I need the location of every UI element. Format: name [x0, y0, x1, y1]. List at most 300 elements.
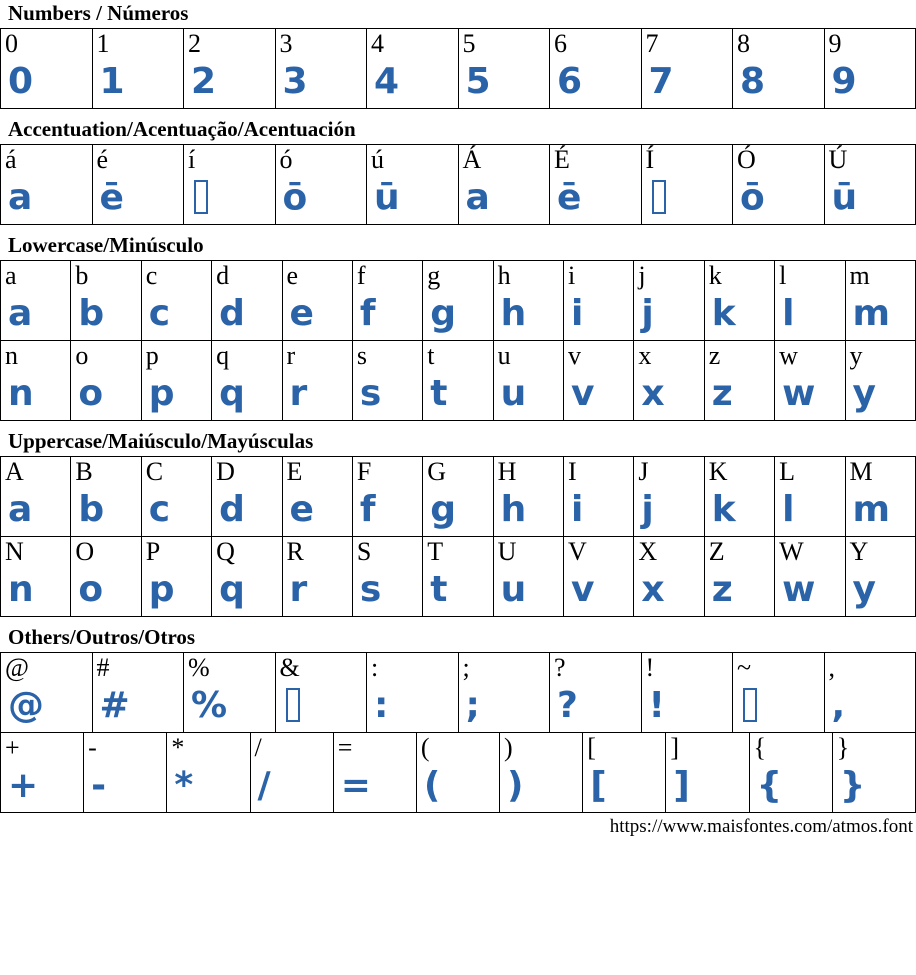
- atmos-font-glyph: z: [711, 373, 732, 415]
- atmos-font-glyph: *: [174, 765, 193, 807]
- atmos-font-glyph: e: [289, 489, 313, 531]
- character-label: z: [708, 341, 721, 371]
- atmos-font-glyph: ;: [465, 685, 479, 727]
- atmos-font-glyph: ]: [673, 765, 689, 807]
- atmos-font-glyph: f: [359, 489, 375, 531]
- character-label: E: [286, 457, 303, 487]
- atmos-font-glyph: p: [148, 373, 174, 415]
- character-label: :: [371, 653, 379, 683]
- glyph-cell: [1, 653, 93, 733]
- atmos-font-glyph: m: [852, 489, 890, 531]
- character-label: 1: [96, 29, 110, 59]
- glyph-cell: [824, 653, 916, 733]
- character-label: [: [587, 733, 596, 763]
- glyph-cell: [71, 457, 141, 537]
- glyph-cell: [1, 29, 93, 109]
- glyph-cell: [167, 733, 250, 813]
- atmos-font-glyph: 5: [465, 61, 490, 103]
- atmos-font-glyph: !: [648, 685, 664, 727]
- atmos-font-glyph: w: [782, 373, 815, 415]
- glyph-cell: [275, 29, 367, 109]
- character-label: +: [5, 733, 20, 763]
- section-numbers: [0, 2, 916, 109]
- atmos-font-glyph: z: [711, 569, 732, 611]
- character-label: l: [779, 261, 787, 291]
- atmos-font-glyph: d: [219, 489, 244, 531]
- glyph-cell: [733, 29, 825, 109]
- atmos-font-glyph: q: [219, 373, 244, 415]
- character-label: (: [420, 733, 430, 763]
- character-label: ú: [371, 145, 384, 175]
- character-label: T: [427, 537, 444, 567]
- atmos-font-glyph: 7: [648, 61, 673, 103]
- character-label: ]: [670, 733, 680, 763]
- glyph-cell: [1, 341, 71, 421]
- glyph-table-row: [0, 340, 916, 421]
- glyph-cell: [1, 145, 93, 225]
- glyph-grid-lowercase: [0, 260, 916, 421]
- missing-glyph-notdef-box: [743, 688, 757, 722]
- character-label: é: [96, 145, 109, 175]
- glyph-cell: [275, 145, 367, 225]
- atmos-font-glyph: i: [571, 293, 583, 335]
- character-label: S: [356, 537, 372, 567]
- character-label: =: [337, 733, 353, 763]
- atmos-font-glyph: j: [641, 293, 653, 335]
- atmos-font-glyph: a: [8, 177, 32, 219]
- atmos-font-glyph: 4: [374, 61, 399, 103]
- character-label: }: [836, 733, 850, 763]
- atmos-font-glyph: s: [359, 569, 381, 611]
- glyph-cell: [704, 457, 774, 537]
- section-title-accentuation: Accentuation/Acentuação/Acentuación: [8, 117, 356, 142]
- character-label: M: [849, 457, 873, 487]
- character-label: O: [75, 537, 95, 567]
- atmos-font-glyph: w: [782, 569, 815, 611]
- atmos-font-glyph: n: [8, 373, 33, 415]
- glyph-cell: [92, 145, 184, 225]
- atmos-font-glyph: y: [852, 373, 875, 415]
- character-label: W: [779, 537, 804, 567]
- character-label: i: [568, 261, 576, 291]
- character-label: K: [708, 457, 728, 487]
- glyph-cell: [775, 261, 845, 341]
- atmos-font-glyph: o: [78, 569, 103, 611]
- section-lowercase: [0, 234, 916, 421]
- glyph-cell: [423, 341, 493, 421]
- glyph-cell: [141, 537, 211, 617]
- character-label: e: [286, 261, 299, 291]
- character-label: N: [5, 537, 24, 567]
- glyph-cell: [1, 457, 71, 537]
- atmos-font-glyph: a: [8, 489, 32, 531]
- glyph-cell: [704, 537, 774, 617]
- character-label: L: [779, 457, 796, 487]
- atmos-font-glyph: x: [641, 373, 664, 415]
- character-label: ~: [737, 653, 752, 683]
- character-label: d: [216, 261, 230, 291]
- character-label: 2: [188, 29, 201, 59]
- character-label: 3: [279, 29, 293, 59]
- glyph-cell: [493, 537, 563, 617]
- atmos-font-glyph: ō: [740, 177, 764, 219]
- character-label: j: [638, 261, 646, 291]
- atmos-font-glyph: h: [500, 489, 526, 531]
- glyph-table-row: [0, 652, 916, 733]
- missing-glyph-notdef-box: [652, 180, 666, 214]
- character-label: X: [638, 537, 658, 567]
- character-label: w: [779, 341, 798, 371]
- character-label: u: [497, 341, 511, 371]
- glyph-cell: [1, 733, 84, 813]
- glyph-cell: [92, 653, 184, 733]
- atmos-font-glyph: a: [8, 293, 32, 335]
- character-label: h: [497, 261, 511, 291]
- character-label: g: [427, 261, 441, 291]
- atmos-font-glyph: 6: [557, 61, 582, 103]
- glyph-cell: [282, 341, 352, 421]
- character-label: H: [497, 457, 517, 487]
- glyph-cell: [564, 341, 634, 421]
- character-label: V: [568, 537, 587, 567]
- character-label: /: [254, 733, 262, 763]
- atmos-font-glyph: p: [148, 569, 174, 611]
- glyph-table-row: [0, 456, 916, 537]
- character-label: Ó: [737, 145, 756, 175]
- atmos-font-glyph: -: [91, 765, 106, 807]
- atmos-font-glyph: ū: [374, 177, 399, 219]
- glyph-cell: [564, 261, 634, 341]
- atmos-font-glyph: v: [571, 373, 594, 415]
- character-label: o: [75, 341, 89, 371]
- glyph-cell: [212, 341, 282, 421]
- glyph-cell: [282, 457, 352, 537]
- character-label: v: [568, 341, 581, 371]
- glyph-cell: [212, 261, 282, 341]
- character-label: Í: [645, 145, 655, 175]
- character-label: p: [145, 341, 159, 371]
- glyph-cell: [458, 29, 550, 109]
- section-title-lowercase: Lowercase/Minúsculo: [8, 233, 204, 258]
- glyph-cell: [1, 261, 71, 341]
- glyph-cell: [733, 653, 825, 733]
- glyph-cell: [493, 457, 563, 537]
- glyph-cell: [367, 145, 459, 225]
- atmos-font-glyph: t: [430, 569, 447, 611]
- glyph-cell: [416, 733, 499, 813]
- glyph-cell: [824, 145, 916, 225]
- character-label: *: [171, 733, 185, 763]
- character-label: Ú: [828, 145, 848, 175]
- atmos-font-glyph: =: [340, 765, 370, 807]
- character-label: 6: [554, 29, 567, 59]
- atmos-font-glyph: g: [430, 489, 456, 531]
- character-label: %: [188, 653, 210, 683]
- glyph-cell: [141, 261, 211, 341]
- atmos-font-glyph: c: [148, 489, 170, 531]
- atmos-font-glyph: +: [8, 765, 38, 807]
- atmos-font-glyph: k: [711, 293, 735, 335]
- section-title-numbers: Numbers / Números: [8, 1, 189, 25]
- character-label: @: [5, 653, 29, 683]
- character-label: B: [75, 457, 93, 487]
- glyph-cell: [749, 733, 832, 813]
- atmos-font-glyph: ?: [557, 685, 577, 727]
- character-label: R: [286, 537, 304, 567]
- character-label: k: [708, 261, 722, 291]
- character-label: !: [645, 653, 655, 683]
- atmos-font-glyph: x: [641, 569, 664, 611]
- glyph-cell: [641, 29, 733, 109]
- atmos-font-glyph: /: [257, 765, 270, 807]
- glyph-cell: [845, 341, 916, 421]
- atmos-font-glyph: (: [423, 765, 440, 807]
- atmos-font-glyph: l: [782, 293, 794, 335]
- atmos-font-glyph: s: [359, 373, 381, 415]
- character-label: a: [5, 261, 17, 291]
- glyph-cell: [184, 29, 276, 109]
- glyph-cell: [71, 341, 141, 421]
- glyph-cell: [458, 653, 550, 733]
- glyph-cell: [845, 261, 916, 341]
- character-label: 7: [645, 29, 659, 59]
- glyph-cell: [550, 145, 642, 225]
- atmos-font-glyph: :: [374, 685, 388, 727]
- character-label: ): [504, 733, 513, 763]
- atmos-font-glyph: i: [571, 489, 583, 531]
- glyph-cell: [282, 261, 352, 341]
- glyph-grid-numbers: [0, 28, 916, 109]
- glyph-cell: [775, 457, 845, 537]
- atmos-font-glyph: 2: [191, 61, 216, 103]
- section-title-others: Others/Outros/Otros: [8, 625, 196, 650]
- character-label: &: [279, 653, 300, 683]
- glyph-cell: [352, 457, 422, 537]
- character-label: b: [75, 261, 89, 291]
- atmos-font-glyph: %: [191, 685, 227, 727]
- character-label: ,: [828, 653, 835, 683]
- atmos-font-glyph: }: [839, 765, 865, 807]
- atmos-font-glyph: #: [99, 685, 129, 727]
- character-label: ;: [462, 653, 470, 683]
- atmos-font-glyph: u: [500, 373, 526, 415]
- glyph-cell: [493, 261, 563, 341]
- character-label: U: [497, 537, 517, 567]
- atmos-font-glyph: f: [359, 293, 375, 335]
- atmos-font-glyph: q: [219, 569, 244, 611]
- atmos-font-glyph: b: [78, 489, 104, 531]
- character-label: í: [188, 145, 196, 175]
- atmos-font-glyph: ē: [99, 177, 123, 219]
- atmos-font-glyph: 9: [831, 61, 856, 103]
- glyph-cell: [775, 537, 845, 617]
- atmos-font-glyph: y: [852, 569, 875, 611]
- atmos-font-glyph: l: [782, 489, 794, 531]
- glyph-grid-others: [0, 652, 916, 813]
- glyph-table-row: [0, 536, 916, 617]
- character-label: #: [96, 653, 110, 683]
- glyph-cell: [423, 457, 493, 537]
- character-label: á: [5, 145, 17, 175]
- glyph-cell: [704, 261, 774, 341]
- atmos-font-glyph: o: [78, 373, 103, 415]
- character-label: C: [145, 457, 164, 487]
- glyph-cell: [141, 457, 211, 537]
- atmos-font-glyph: r: [289, 373, 307, 415]
- glyph-cell: [824, 29, 916, 109]
- character-label: {: [753, 733, 767, 763]
- character-label: y: [849, 341, 863, 371]
- section-accentuation: [0, 118, 916, 225]
- character-label: ó: [279, 145, 293, 175]
- character-label: 9: [828, 29, 842, 59]
- atmos-font-glyph: u: [500, 569, 526, 611]
- character-label: r: [286, 341, 296, 371]
- footer-url: https://www.maisfontes.com/atmos.font: [609, 816, 913, 838]
- atmos-font-glyph: 8: [740, 61, 765, 103]
- glyph-cell: [71, 261, 141, 341]
- atmos-font-glyph: r: [289, 569, 307, 611]
- atmos-font-glyph: e: [289, 293, 313, 335]
- character-label: ?: [554, 653, 566, 683]
- atmos-font-glyph: 3: [282, 61, 307, 103]
- glyph-cell: [367, 653, 459, 733]
- glyph-cell: [832, 733, 915, 813]
- glyph-cell: [367, 29, 459, 109]
- glyph-cell: [212, 537, 282, 617]
- glyph-cell: [141, 341, 211, 421]
- glyph-cell: [564, 537, 634, 617]
- character-label: 8: [737, 29, 750, 59]
- character-label: D: [216, 457, 235, 487]
- character-label: f: [356, 261, 366, 291]
- glyph-cell: [666, 733, 749, 813]
- glyph-cell: [550, 653, 642, 733]
- glyph-grid-uppercase: [0, 456, 916, 617]
- glyph-cell: [1, 537, 71, 617]
- glyph-table-row: [0, 28, 916, 109]
- glyph-cell: [564, 457, 634, 537]
- glyph-table-row: [0, 260, 916, 341]
- atmos-font-glyph: h: [500, 293, 526, 335]
- atmos-font-glyph: m: [852, 293, 890, 335]
- glyph-cell: [704, 341, 774, 421]
- glyph-cell: [352, 537, 422, 617]
- character-label: q: [216, 341, 230, 371]
- atmos-font-glyph: t: [430, 373, 447, 415]
- glyph-cell: [634, 457, 704, 537]
- atmos-font-glyph: v: [571, 569, 594, 611]
- character-label: É: [554, 145, 570, 175]
- character-label: s: [356, 341, 367, 371]
- atmos-font-glyph: 0: [8, 61, 33, 103]
- character-label: I: [568, 457, 577, 487]
- glyph-cell: [733, 145, 825, 225]
- glyph-cell: [352, 341, 422, 421]
- glyph-cell: [423, 261, 493, 341]
- character-label: m: [849, 261, 870, 291]
- atmos-font-glyph: 1: [99, 61, 124, 103]
- atmos-font-glyph: ): [507, 765, 523, 807]
- atmos-font-glyph: n: [8, 569, 33, 611]
- atmos-font-glyph: ō: [282, 177, 307, 219]
- character-label: 0: [5, 29, 18, 59]
- character-label: n: [5, 341, 18, 371]
- glyph-cell: [641, 653, 733, 733]
- glyph-cell: [500, 733, 583, 813]
- atmos-font-glyph: ē: [557, 177, 581, 219]
- atmos-font-glyph: b: [78, 293, 104, 335]
- glyph-cell: [493, 341, 563, 421]
- character-label: 4: [371, 29, 384, 59]
- character-label: Q: [216, 537, 235, 567]
- character-label: c: [145, 261, 158, 291]
- glyph-table-row: [0, 732, 916, 813]
- glyph-cell: [583, 733, 666, 813]
- atmos-font-glyph: k: [711, 489, 735, 531]
- glyph-table-row: [0, 144, 916, 225]
- glyph-cell: [184, 145, 276, 225]
- glyph-cell: [634, 341, 704, 421]
- glyph-cell: [71, 537, 141, 617]
- character-label: F: [356, 457, 372, 487]
- glyph-cell: [775, 341, 845, 421]
- glyph-cell: [634, 537, 704, 617]
- section-others: [0, 626, 916, 813]
- atmos-font-glyph: ū: [831, 177, 857, 219]
- character-label: 5: [462, 29, 476, 59]
- glyph-cell: [333, 733, 416, 813]
- glyph-cell: [250, 733, 333, 813]
- atmos-font-glyph: {: [756, 765, 782, 807]
- glyph-cell: [641, 145, 733, 225]
- section-uppercase: [0, 430, 916, 617]
- glyph-grid-accentuation: [0, 144, 916, 225]
- character-label: P: [145, 537, 161, 567]
- atmos-font-glyph: j: [641, 489, 653, 531]
- atmos-font-glyph: [: [590, 765, 606, 807]
- character-label: Y: [849, 537, 869, 567]
- atmos-font-glyph: g: [430, 293, 456, 335]
- character-label: G: [427, 457, 447, 487]
- atmos-font-glyph: @: [8, 685, 43, 727]
- atmos-font-glyph: a: [465, 177, 489, 219]
- glyph-cell: [845, 537, 916, 617]
- glyph-cell: [634, 261, 704, 341]
- character-label: A: [5, 457, 24, 487]
- character-label: -: [88, 733, 97, 763]
- atmos-font-glyph: c: [148, 293, 170, 335]
- glyph-cell: [845, 457, 916, 537]
- glyph-cell: [184, 653, 276, 733]
- character-label: Z: [708, 537, 725, 567]
- glyph-cell: [352, 261, 422, 341]
- section-title-uppercase: Uppercase/Maiúsculo/Mayúsculas: [8, 429, 314, 454]
- glyph-cell: [458, 145, 550, 225]
- glyph-cell: [550, 29, 642, 109]
- missing-glyph-notdef-box: [286, 688, 300, 722]
- glyph-cell: [275, 653, 367, 733]
- atmos-font-glyph: d: [219, 293, 244, 335]
- glyph-cell: [423, 537, 493, 617]
- glyph-cell: [282, 537, 352, 617]
- character-label: Á: [462, 145, 482, 175]
- glyph-cell: [92, 29, 184, 109]
- glyph-cell: [212, 457, 282, 537]
- character-label: x: [638, 341, 652, 371]
- glyph-cell: [84, 733, 167, 813]
- character-label: J: [638, 457, 649, 487]
